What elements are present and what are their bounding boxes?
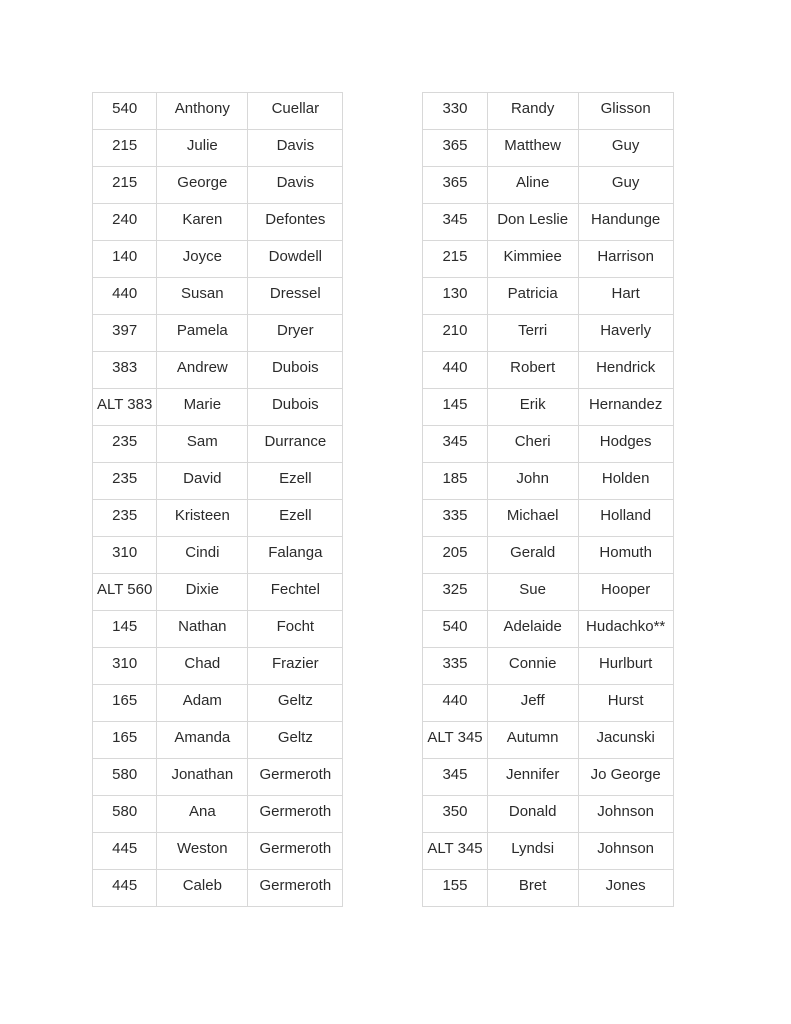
cell-last_name: Glisson xyxy=(578,93,673,130)
roster-table-left-body xyxy=(93,93,343,907)
cell-code: 130 xyxy=(423,278,487,315)
table-row xyxy=(423,426,673,463)
cell-last_name: Davis xyxy=(248,130,343,167)
cell-last_name: Hart xyxy=(578,278,673,315)
cell-first_name: Patricia xyxy=(487,278,578,315)
cell-last_name: Ezell xyxy=(248,500,343,537)
cell-last_name: Geltz xyxy=(248,722,343,759)
cell-code: 580 xyxy=(93,796,157,833)
table-row xyxy=(423,574,673,611)
cell-code: 215 xyxy=(93,167,157,204)
cell-first_name: Julie xyxy=(157,130,248,167)
cell-last_name: Geltz xyxy=(248,685,343,722)
cell-code: 365 xyxy=(423,167,487,204)
cell-last_name: Homuth xyxy=(578,537,673,574)
table-row xyxy=(93,389,343,426)
cell-code: ALT 560 xyxy=(93,574,157,611)
table-row xyxy=(423,130,673,167)
cell-first_name: Robert xyxy=(487,352,578,389)
cell-first_name: Andrew xyxy=(157,352,248,389)
cell-code: 445 xyxy=(93,870,157,907)
table-row xyxy=(93,648,343,685)
table-row xyxy=(93,130,343,167)
cell-last_name: Hurst xyxy=(578,685,673,722)
cell-last_name: Ezell xyxy=(248,463,343,500)
cell-first_name: Pamela xyxy=(157,315,248,352)
table-row xyxy=(93,426,343,463)
cell-code: ALT 345 xyxy=(423,833,487,870)
table-row xyxy=(93,796,343,833)
table-row xyxy=(93,685,343,722)
cell-last_name: Hudachko** xyxy=(578,611,673,648)
cell-code: 210 xyxy=(423,315,487,352)
cell-code: 165 xyxy=(93,685,157,722)
table-row xyxy=(423,167,673,204)
cell-code: 185 xyxy=(423,463,487,500)
cell-first_name: Adam xyxy=(157,685,248,722)
cell-first_name: Dixie xyxy=(157,574,248,611)
cell-first_name: Sue xyxy=(487,574,578,611)
table-row xyxy=(423,93,673,130)
table-row xyxy=(423,796,673,833)
cell-last_name: Dubois xyxy=(248,389,343,426)
table-row xyxy=(93,241,343,278)
cell-first_name: Terri xyxy=(487,315,578,352)
cell-code: 345 xyxy=(423,759,487,796)
cell-code: 215 xyxy=(423,241,487,278)
cell-first_name: Kristeen xyxy=(157,500,248,537)
cell-last_name: Guy xyxy=(578,130,673,167)
cell-code: 235 xyxy=(93,463,157,500)
cell-first_name: Erik xyxy=(487,389,578,426)
cell-first_name: Cindi xyxy=(157,537,248,574)
cell-first_name: Nathan xyxy=(157,611,248,648)
table-row xyxy=(93,759,343,796)
table-row xyxy=(93,500,343,537)
cell-first_name: Don Leslie xyxy=(487,204,578,241)
cell-code: 145 xyxy=(423,389,487,426)
cell-code: ALT 345 xyxy=(423,722,487,759)
cell-first_name: Michael xyxy=(487,500,578,537)
table-row xyxy=(93,352,343,389)
cell-code: 330 xyxy=(423,93,487,130)
cell-last_name: Dubois xyxy=(248,352,343,389)
cell-last_name: Guy xyxy=(578,167,673,204)
cell-last_name: Hendrick xyxy=(578,352,673,389)
cell-first_name: Jeff xyxy=(487,685,578,722)
cell-last_name: Jones xyxy=(578,870,673,907)
table-row xyxy=(423,389,673,426)
table-row xyxy=(93,722,343,759)
cell-code: 235 xyxy=(93,500,157,537)
cell-code: 345 xyxy=(423,426,487,463)
cell-first_name: Donald xyxy=(487,796,578,833)
roster-table-left xyxy=(92,92,343,907)
cell-first_name: Susan xyxy=(157,278,248,315)
roster-tables-container xyxy=(92,92,674,907)
cell-last_name: Jacunski xyxy=(578,722,673,759)
cell-first_name: David xyxy=(157,463,248,500)
cell-last_name: Germeroth xyxy=(248,796,343,833)
cell-first_name: Jennifer xyxy=(487,759,578,796)
cell-last_name: Defontes xyxy=(248,204,343,241)
cell-last_name: Hooper xyxy=(578,574,673,611)
cell-code: 235 xyxy=(93,426,157,463)
cell-last_name: Holland xyxy=(578,500,673,537)
cell-first_name: Amanda xyxy=(157,722,248,759)
table-row xyxy=(423,315,673,352)
cell-last_name: Durrance xyxy=(248,426,343,463)
cell-first_name: Gerald xyxy=(487,537,578,574)
table-row xyxy=(423,722,673,759)
table-row xyxy=(93,833,343,870)
cell-first_name: Chad xyxy=(157,648,248,685)
cell-first_name: Matthew xyxy=(487,130,578,167)
cell-code: 445 xyxy=(93,833,157,870)
cell-first_name: Lyndsi xyxy=(487,833,578,870)
cell-last_name: Johnson xyxy=(578,833,673,870)
table-row xyxy=(423,833,673,870)
table-row xyxy=(93,537,343,574)
table-row xyxy=(93,315,343,352)
cell-code: 440 xyxy=(423,352,487,389)
cell-code: 155 xyxy=(423,870,487,907)
cell-first_name: Kimmiee xyxy=(487,241,578,278)
cell-first_name: Jonathan xyxy=(157,759,248,796)
cell-last_name: Germeroth xyxy=(248,870,343,907)
cell-code: 440 xyxy=(423,685,487,722)
table-row xyxy=(93,204,343,241)
cell-code: 540 xyxy=(423,611,487,648)
cell-code: 140 xyxy=(93,241,157,278)
cell-first_name: Marie xyxy=(157,389,248,426)
table-row xyxy=(423,685,673,722)
cell-code: 580 xyxy=(93,759,157,796)
table-row xyxy=(93,463,343,500)
table-row xyxy=(423,611,673,648)
cell-code: 240 xyxy=(93,204,157,241)
cell-code: 335 xyxy=(423,648,487,685)
cell-first_name: Cheri xyxy=(487,426,578,463)
table-row xyxy=(93,611,343,648)
cell-first_name: Caleb xyxy=(157,870,248,907)
cell-first_name: Bret xyxy=(487,870,578,907)
cell-code: 145 xyxy=(93,611,157,648)
table-row xyxy=(93,278,343,315)
table-row xyxy=(93,574,343,611)
cell-code: 383 xyxy=(93,352,157,389)
cell-last_name: Falanga xyxy=(248,537,343,574)
table-row xyxy=(93,870,343,907)
cell-first_name: Anthony xyxy=(157,93,248,130)
cell-last_name: Hodges xyxy=(578,426,673,463)
cell-last_name: Handunge xyxy=(578,204,673,241)
table-row xyxy=(423,500,673,537)
table-row xyxy=(423,463,673,500)
table-row xyxy=(423,352,673,389)
roster-table-right-body xyxy=(423,93,673,907)
cell-last_name: Hurlburt xyxy=(578,648,673,685)
cell-code: 310 xyxy=(93,537,157,574)
cell-code: 205 xyxy=(423,537,487,574)
table-row xyxy=(423,241,673,278)
cell-first_name: Weston xyxy=(157,833,248,870)
cell-first_name: Sam xyxy=(157,426,248,463)
cell-first_name: George xyxy=(157,167,248,204)
cell-first_name: Connie xyxy=(487,648,578,685)
cell-first_name: Aline xyxy=(487,167,578,204)
cell-last_name: Frazier xyxy=(248,648,343,685)
table-row xyxy=(423,870,673,907)
cell-code: 365 xyxy=(423,130,487,167)
table-row xyxy=(423,759,673,796)
cell-code: ALT 383 xyxy=(93,389,157,426)
cell-code: 345 xyxy=(423,204,487,241)
cell-first_name: Karen xyxy=(157,204,248,241)
cell-code: 215 xyxy=(93,130,157,167)
cell-code: 325 xyxy=(423,574,487,611)
cell-last_name: Fechtel xyxy=(248,574,343,611)
cell-last_name: Germeroth xyxy=(248,759,343,796)
cell-last_name: Harrison xyxy=(578,241,673,278)
cell-first_name: John xyxy=(487,463,578,500)
table-row xyxy=(423,537,673,574)
cell-last_name: Hernandez xyxy=(578,389,673,426)
cell-code: 335 xyxy=(423,500,487,537)
cell-last_name: Dowdell xyxy=(248,241,343,278)
table-row xyxy=(93,167,343,204)
cell-last_name: Dressel xyxy=(248,278,343,315)
table-row xyxy=(423,204,673,241)
cell-first_name: Joyce xyxy=(157,241,248,278)
cell-last_name: Germeroth xyxy=(248,833,343,870)
cell-last_name: Johnson xyxy=(578,796,673,833)
table-row xyxy=(93,93,343,130)
cell-code: 350 xyxy=(423,796,487,833)
table-row xyxy=(423,648,673,685)
cell-last_name: Haverly xyxy=(578,315,673,352)
cell-code: 310 xyxy=(93,648,157,685)
cell-first_name: Ana xyxy=(157,796,248,833)
cell-code: 440 xyxy=(93,278,157,315)
cell-first_name: Autumn xyxy=(487,722,578,759)
cell-first_name: Randy xyxy=(487,93,578,130)
table-row xyxy=(423,278,673,315)
cell-code: 165 xyxy=(93,722,157,759)
cell-last_name: Focht xyxy=(248,611,343,648)
cell-first_name: Adelaide xyxy=(487,611,578,648)
cell-last_name: Dryer xyxy=(248,315,343,352)
cell-last_name: Jo George xyxy=(578,759,673,796)
cell-code: 397 xyxy=(93,315,157,352)
cell-code: 540 xyxy=(93,93,157,130)
roster-table-right xyxy=(422,92,673,907)
cell-last_name: Holden xyxy=(578,463,673,500)
cell-last_name: Davis xyxy=(248,167,343,204)
cell-last_name: Cuellar xyxy=(248,93,343,130)
